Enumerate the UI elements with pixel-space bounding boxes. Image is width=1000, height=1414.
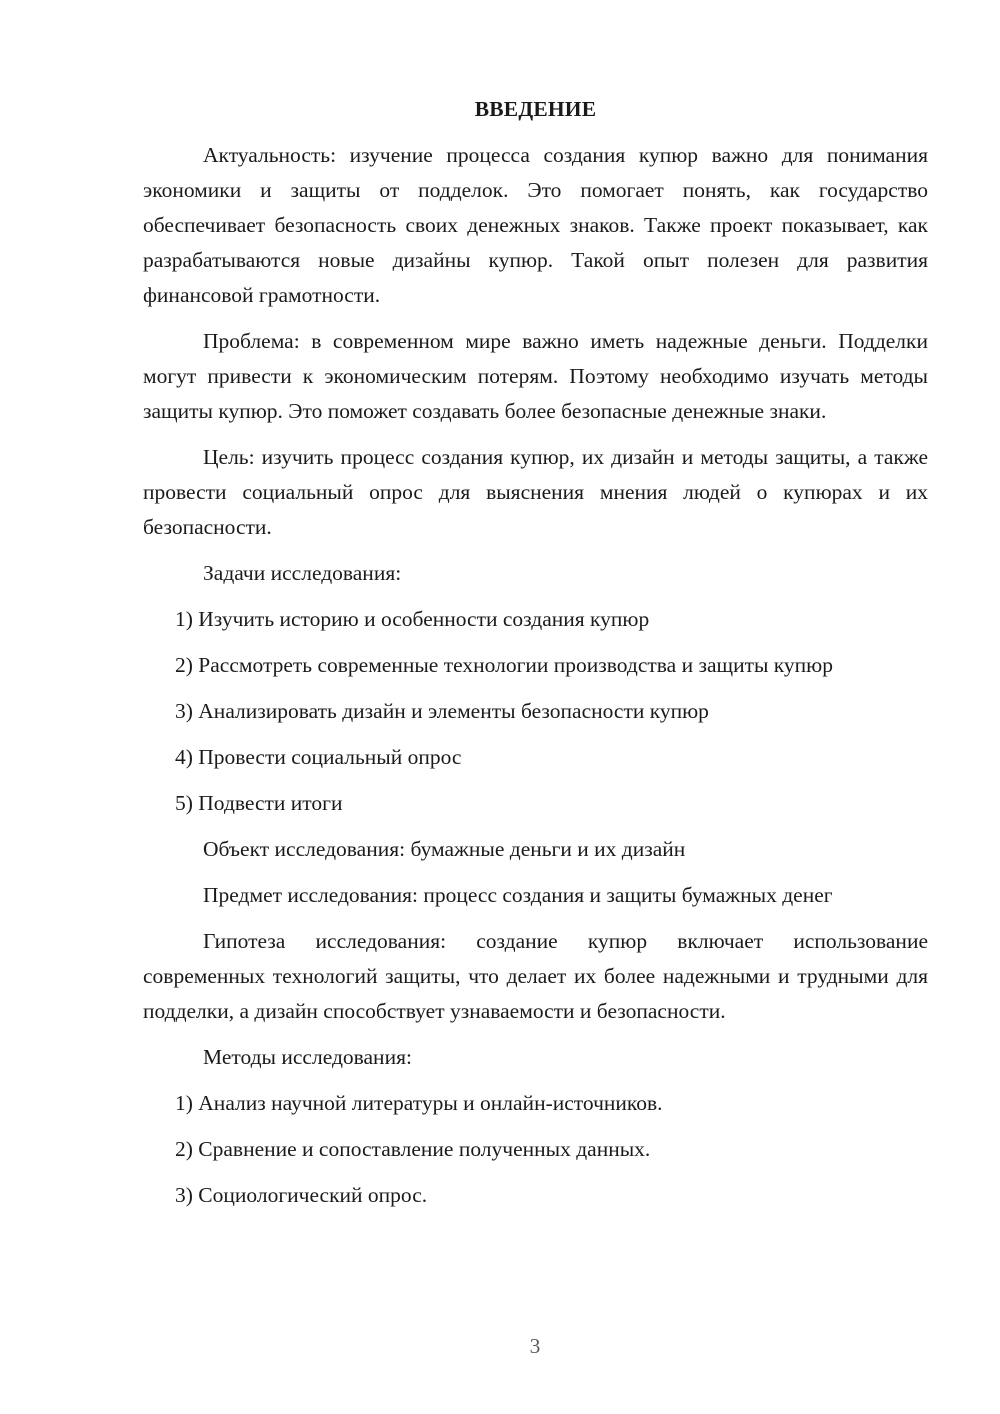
goal-paragraph: Цель: изучить процесс создания купюр, их дизайн и методы защиты, а также провести социальный опрос для выяснения мнения людей о купюрах и их безопасности. [143,445,928,539]
task-item-3: 3) Анализировать дизайн и элементы безопасности купюр [175,699,709,723]
page-number: 3 [529,1334,541,1358]
hypothesis-paragraph: Гипотеза исследования: создание купюр включает использование современных технологий защиты, что делает их более надежными и трудными для подделки, а дизайн способствует узнаваемости и безопасности. [143,929,928,1023]
task-item-4: 4) Провести социальный опрос [175,745,462,769]
relevance-paragraph: Актуальность: изучение процесса создания купюр важно для понимания экономики и защиты от подделок. Это помогает понять, как государство обеспечивает безопасность своих денежных знаков. Также проект показывает, как разрабатываются новые дизайны купюр. Такой опыт полезен для развития финансовой грамотности. [143,143,928,307]
task-item-5: 5) Подвести итоги [175,791,343,815]
subject-paragraph: Предмет исследования: процесс создания и защиты бумажных денег [203,883,833,907]
task-item-1: 1) Изучить историю и особенности создания купюр [175,607,650,631]
method-item-2: 2) Сравнение и сопоставление полученных данных. [175,1137,651,1161]
section-title: ВВЕДЕНИЕ [474,97,597,121]
methods-heading: Методы исследования: [203,1045,412,1069]
tasks-heading: Задачи исследования: [203,561,402,585]
method-item-3: 3) Социологический опрос. [175,1183,428,1207]
object-paragraph: Объект исследования: бумажные деньги и их дизайн [203,837,686,861]
problem-paragraph: Проблема: в современном мире важно иметь надежные деньги. Подделки могут привести к экономическим потерям. Поэтому необходимо изучать методы защиты купюр. Это поможет создавать более безопасные денежные знаки. [143,329,928,423]
method-item-1: 1) Анализ научной литературы и онлайн-источников. [175,1091,663,1115]
task-item-2: 2) Рассмотреть современные технологии производства и защиты купюр [175,653,833,677]
document-page [143,92,928,1224]
